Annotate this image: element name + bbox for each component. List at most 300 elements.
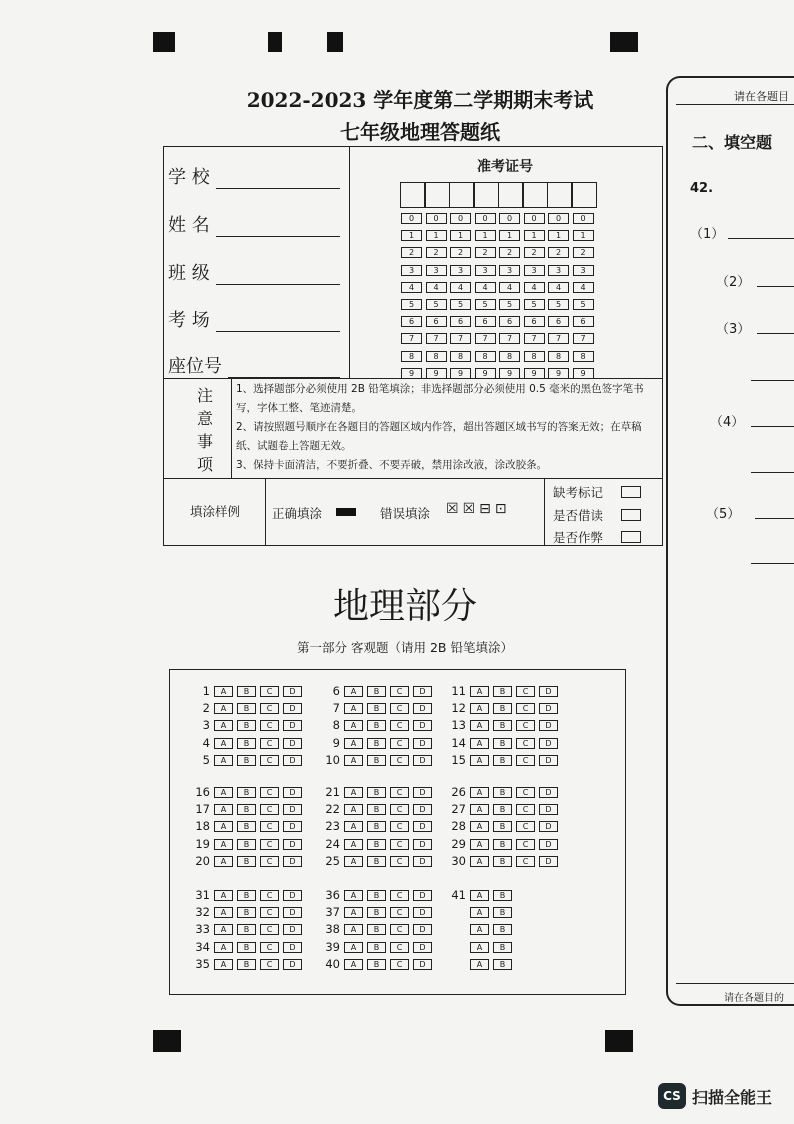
answer-option-bubble[interactable]: C [390,787,409,798]
answer-option-bubble[interactable]: A [344,755,363,766]
answer-option-bubble[interactable]: B [367,821,386,832]
exam-id-bubble[interactable]: 9 [499,368,520,379]
answer-option-bubble[interactable]: C [390,755,409,766]
answer-option-bubble[interactable]: A [470,959,489,970]
answer-option-bubble[interactable]: B [493,907,512,918]
answer-option-bubble[interactable]: C [516,787,535,798]
answer-option-bubble[interactable]: C [390,738,409,749]
answer-option-bubble[interactable]: B [367,755,386,766]
exam-id-bubble[interactable]: 1 [548,230,569,241]
answer-option-bubble[interactable]: C [260,907,279,918]
exam-id-bubble[interactable]: 9 [548,368,569,379]
borrowed-flag-box[interactable] [621,509,641,521]
exam-id-bubble[interactable]: 0 [401,213,422,224]
answer-option-bubble[interactable]: A [344,856,363,867]
question-number: 9 [332,735,340,750]
answer-option-bubble[interactable]: B [493,890,512,901]
exam-id-bubble[interactable]: 3 [573,265,594,276]
exam-id-digit-box[interactable] [425,182,450,208]
answer-line-4b[interactable] [751,472,794,473]
answer-option-bubble[interactable]: C [516,821,535,832]
exam-id-bubble[interactable]: 7 [548,333,569,344]
answer-option-bubble[interactable]: A [214,959,233,970]
answer-option-bubble[interactable]: B [237,839,256,850]
sub-label-3: （3） [716,322,751,337]
exam-id-bubble[interactable]: 4 [499,282,520,293]
exam-id-bubble[interactable]: 5 [401,299,422,310]
answer-option-bubble[interactable]: A [470,821,489,832]
answer-option-bubble[interactable]: D [413,738,432,749]
exam-id-bubble[interactable]: 1 [573,230,594,241]
answer-option-bubble[interactable]: B [237,686,256,697]
exam-id-bubble[interactable]: 1 [499,230,520,241]
exam-id-bubble[interactable]: 6 [401,316,422,327]
answer-option-bubble[interactable]: B [367,703,386,714]
answer-option-bubble[interactable]: B [367,924,386,935]
exam-id-bubble[interactable]: 4 [475,282,496,293]
exam-id-bubble[interactable]: 6 [524,316,545,327]
answer-line-4[interactable] [751,426,794,427]
answer-option-bubble[interactable]: A [214,839,233,850]
answer-option-bubble[interactable]: C [390,720,409,731]
answer-option-bubble[interactable]: A [214,720,233,731]
answer-option-bubble[interactable]: C [390,804,409,815]
exam-id-bubble[interactable]: 6 [573,316,594,327]
answer-option-bubble[interactable]: A [344,890,363,901]
answer-option-bubble[interactable]: A [344,686,363,697]
exam-id-bubble[interactable]: 3 [450,265,471,276]
exam-id-bubble[interactable]: 7 [573,333,594,344]
exam-id-bubble[interactable]: 7 [475,333,496,344]
answer-option-bubble[interactable]: C [260,942,279,953]
answer-option-bubble[interactable]: C [516,856,535,867]
answer-option-bubble[interactable]: D [283,924,302,935]
answer-option-bubble[interactable]: D [283,890,302,901]
answer-option-bubble[interactable]: B [493,738,512,749]
answer-option-bubble[interactable]: B [237,787,256,798]
answer-option-bubble[interactable]: D [413,924,432,935]
exam-id-bubble[interactable]: 0 [548,213,569,224]
answer-option-bubble[interactable]: A [344,821,363,832]
exam-id-bubble[interactable]: 5 [475,299,496,310]
answer-option-bubble[interactable]: B [367,856,386,867]
answer-option-bubble[interactable]: C [390,959,409,970]
answer-option-bubble[interactable]: B [367,907,386,918]
answer-option-bubble[interactable]: A [470,856,489,867]
exam-id-bubble[interactable]: 9 [450,368,471,379]
answer-option-bubble[interactable]: B [493,924,512,935]
answer-option-bubble[interactable]: D [413,686,432,697]
answer-option-bubble[interactable]: A [214,907,233,918]
exam-id-digit-box[interactable] [449,182,474,208]
question-number: 2 [202,701,210,716]
exam-id-bubble[interactable]: 1 [401,230,422,241]
exam-id-bubble[interactable]: 1 [426,230,447,241]
exam-id-bubble[interactable]: 7 [524,333,545,344]
exam-id-bubble[interactable]: 1 [450,230,471,241]
exam-id-bubble[interactable]: 0 [450,213,471,224]
sub-label-5: （5） [706,507,741,522]
question-number: 21 [325,785,340,799]
answer-line-1[interactable] [728,238,794,239]
school-input-line[interactable] [216,170,340,189]
question-number: 19 [195,836,210,851]
exam-id-bubble[interactable]: 2 [548,247,569,258]
exam-id-bubble[interactable]: 8 [401,351,422,362]
answer-option-bubble[interactable]: A [214,821,233,832]
exam-id-bubble[interactable]: 1 [524,230,545,241]
exam-id-bubble[interactable]: 7 [401,333,422,344]
answer-option-bubble[interactable]: D [283,738,302,749]
question-number: 5 [202,752,210,767]
cheating-flag-box[interactable] [621,531,641,543]
answer-option-bubble[interactable]: A [470,686,489,697]
exam-id-bubble[interactable]: 4 [573,282,594,293]
answer-option-bubble[interactable]: A [344,942,363,953]
answer-option-bubble[interactable]: B [493,942,512,953]
answer-option-bubble[interactable]: B [493,755,512,766]
answer-option-bubble[interactable]: B [367,890,386,901]
answer-option-bubble[interactable]: A [470,924,489,935]
exam-id-bubble[interactable]: 2 [499,247,520,258]
exam-id-bubble[interactable]: 6 [499,316,520,327]
question-number: 34 [195,939,210,954]
answer-option-bubble[interactable]: A [470,755,489,766]
exam-id-bubble[interactable]: 9 [475,368,496,379]
answer-option-bubble[interactable]: C [260,839,279,850]
answer-option-bubble[interactable]: D [539,787,558,798]
answer-option-bubble[interactable]: D [413,942,432,953]
question-number: 40 [325,956,340,971]
answer-option-bubble[interactable]: D [283,907,302,918]
answer-option-bubble[interactable]: B [237,942,256,953]
answer-option-bubble[interactable]: C [390,703,409,714]
answer-option-bubble[interactable]: B [237,738,256,749]
answer-option-bubble[interactable]: D [283,821,302,832]
exam-id-bubble[interactable]: 9 [524,368,545,379]
answer-option-bubble[interactable]: D [539,703,558,714]
answer-option-bubble[interactable]: A [470,720,489,731]
answer-option-bubble[interactable]: A [344,787,363,798]
answer-option-bubble[interactable]: A [470,804,489,815]
exam-id-bubble[interactable]: 2 [426,247,447,258]
exam-id-bubble[interactable]: 1 [475,230,496,241]
exam-id-bubble[interactable]: 5 [548,299,569,310]
answer-option-bubble[interactable]: D [413,720,432,731]
exam-id-digit-box[interactable] [547,182,572,208]
answer-option-bubble[interactable]: A [470,738,489,749]
answer-option-bubble[interactable]: B [237,924,256,935]
answer-option-bubble[interactable]: A [344,959,363,970]
answer-option-bubble[interactable]: D [283,703,302,714]
panel-bottom-note: 请在各题目的 [724,993,784,1004]
exam-id-bubble[interactable]: 4 [450,282,471,293]
answer-option-bubble[interactable]: D [539,686,558,697]
answer-option-bubble[interactable]: B [237,821,256,832]
answer-option-bubble[interactable]: C [390,839,409,850]
answer-option-bubble[interactable]: C [390,856,409,867]
answer-option-bubble[interactable]: D [413,703,432,714]
answer-option-bubble[interactable]: B [237,907,256,918]
answer-option-bubble[interactable]: B [237,890,256,901]
exam-id-bubble[interactable]: 6 [548,316,569,327]
answer-option-bubble[interactable]: C [260,720,279,731]
answer-option-bubble[interactable]: C [516,804,535,815]
answer-option-bubble[interactable]: D [539,856,558,867]
answer-option-bubble[interactable]: A [214,890,233,901]
answer-option-bubble[interactable]: C [390,890,409,901]
answer-option-bubble[interactable]: A [470,787,489,798]
answer-option-bubble[interactable]: A [214,942,233,953]
answer-option-bubble[interactable]: A [214,686,233,697]
exam-id-bubble[interactable]: 8 [499,351,520,362]
answer-option-bubble[interactable]: C [260,890,279,901]
exam-id-bubble[interactable]: 6 [450,316,471,327]
answer-line-5[interactable] [755,518,794,519]
answer-option-bubble[interactable]: C [260,959,279,970]
answer-option-bubble[interactable]: C [390,821,409,832]
answer-option-bubble[interactable]: D [283,839,302,850]
question-number: 41 [451,888,466,902]
answer-option-bubble[interactable]: A [214,787,233,798]
answer-option-bubble[interactable]: D [413,804,432,815]
answer-option-bubble[interactable]: B [367,839,386,850]
answer-option-bubble[interactable]: A [470,890,489,901]
exam-id-bubble[interactable]: 2 [401,247,422,258]
answer-option-bubble[interactable]: D [413,821,432,832]
exam-id-bubble[interactable]: 2 [573,247,594,258]
exam-id-bubble[interactable]: 4 [524,282,545,293]
answer-option-bubble[interactable]: D [413,755,432,766]
answer-option-bubble[interactable]: A [344,924,363,935]
question-number: 12 [451,701,466,716]
answer-option-bubble[interactable]: B [367,942,386,953]
answer-option-bubble[interactable]: C [516,703,535,714]
answer-option-bubble[interactable]: C [390,924,409,935]
answer-option-bubble[interactable]: A [344,738,363,749]
answer-option-bubble[interactable]: D [283,959,302,970]
exam-id-bubble[interactable]: 4 [426,282,447,293]
answer-option-bubble[interactable]: D [539,720,558,731]
exam-id-bubble[interactable]: 9 [426,368,447,379]
answer-option-bubble[interactable]: B [493,720,512,731]
exam-id-digit-box[interactable] [474,182,499,208]
answer-line-2[interactable] [757,286,794,287]
answer-line-3b[interactable] [751,380,794,381]
answer-option-bubble[interactable]: B [237,959,256,970]
answer-option-bubble[interactable]: D [539,804,558,815]
answer-option-bubble[interactable]: C [516,720,535,731]
exam-id-bubble[interactable]: 5 [450,299,471,310]
exam-id-bubble[interactable]: 2 [450,247,471,258]
exam-id-bubble[interactable]: 5 [573,299,594,310]
exam-id-bubble[interactable]: 8 [450,351,471,362]
answer-option-bubble[interactable]: C [516,839,535,850]
answer-option-bubble[interactable]: B [493,787,512,798]
exam-id-bubble[interactable]: 0 [499,213,520,224]
answer-option-bubble[interactable]: D [283,686,302,697]
absent-flag-box[interactable] [621,486,641,498]
answer-option-bubble[interactable]: A [470,942,489,953]
exam-room-input-line[interactable] [216,313,340,332]
exam-id-bubble[interactable]: 5 [524,299,545,310]
exam-id-bubble[interactable]: 9 [573,368,594,379]
answer-option-bubble[interactable]: B [367,720,386,731]
answer-option-bubble[interactable]: C [260,787,279,798]
notice-item: 1、选择题部分必须使用 2B 铅笔填涂；非选择题部分必须使用 0.5 毫米的黑色签字笔书写，字体工整、笔迹清楚。 [236,383,644,414]
exam-id-bubble[interactable]: 3 [426,265,447,276]
answer-option-bubble[interactable]: C [516,686,535,697]
exam-id-bubble[interactable]: 0 [573,213,594,224]
exam-id-bubble[interactable]: 3 [499,265,520,276]
exam-id-bubble[interactable]: 3 [548,265,569,276]
exam-id-bubble[interactable]: 9 [401,368,422,379]
answer-option-bubble[interactable]: B [237,804,256,815]
answer-option-bubble[interactable]: C [390,686,409,697]
answer-option-bubble[interactable]: D [539,738,558,749]
answer-option-bubble[interactable]: A [214,924,233,935]
answer-option-bubble[interactable]: D [413,907,432,918]
exam-id-digit-box[interactable] [498,182,523,208]
answer-line-5b[interactable] [751,563,794,564]
answer-option-bubble[interactable]: A [214,804,233,815]
answer-option-bubble[interactable]: B [493,804,512,815]
answer-option-bubble[interactable]: D [413,856,432,867]
name-input-line[interactable] [216,218,340,237]
exam-id-bubble[interactable]: 3 [401,265,422,276]
exam-id-bubble[interactable]: 0 [426,213,447,224]
exam-id-digit-box[interactable] [523,182,548,208]
answer-option-bubble[interactable]: D [413,890,432,901]
answer-option-bubble[interactable]: A [214,755,233,766]
answer-option-bubble[interactable]: D [413,959,432,970]
exam-id-bubble[interactable]: 6 [426,316,447,327]
seat-input-line[interactable] [228,359,340,378]
sub-label-4: （4） [710,415,745,430]
answer-option-bubble[interactable]: B [493,856,512,867]
answer-option-bubble[interactable]: B [237,703,256,714]
exam-id-bubble[interactable]: 8 [426,351,447,362]
answer-option-bubble[interactable]: D [283,942,302,953]
exam-id-bubble[interactable]: 6 [475,316,496,327]
answer-option-bubble[interactable]: C [260,856,279,867]
exam-id-bubble[interactable]: 3 [524,265,545,276]
exam-id-bubble[interactable]: 2 [524,247,545,258]
answer-option-bubble[interactable]: D [413,787,432,798]
answer-option-bubble[interactable]: B [237,755,256,766]
answer-option-bubble[interactable]: A [214,703,233,714]
question-number: 33 [195,922,210,937]
answer-option-bubble[interactable]: C [260,738,279,749]
answer-option-bubble[interactable]: D [283,804,302,815]
answer-option-bubble[interactable]: C [516,755,535,766]
answer-option-bubble[interactable]: D [283,856,302,867]
answer-option-bubble[interactable]: A [470,703,489,714]
fill-sample-label: 填涂样例 [190,504,241,519]
notice-item: 3、保持卡面清洁，不要折叠、不要弄破，禁用涂改液，涂改胶条。 [236,459,548,471]
answer-option-bubble[interactable]: C [260,686,279,697]
answer-option-bubble[interactable]: A [344,839,363,850]
answer-option-bubble[interactable]: B [237,720,256,731]
exam-id-bubble[interactable]: 8 [524,351,545,362]
camscanner-watermark: 扫描全能王 [692,1088,773,1107]
wrong-fill-label: 错误填涂 [380,506,431,521]
registration-mark [605,1030,633,1052]
exam-id-bubble[interactable]: 7 [426,333,447,344]
answer-option-bubble[interactable]: B [493,703,512,714]
exam-id-digit-box[interactable] [572,182,597,208]
answer-option-bubble[interactable]: A [344,907,363,918]
answer-line-3[interactable] [757,333,794,334]
answer-option-bubble[interactable]: B [367,959,386,970]
exam-id-bubble[interactable]: 2 [475,247,496,258]
answer-option-bubble[interactable]: A [214,856,233,867]
answer-option-bubble[interactable]: C [260,924,279,935]
exam-id-bubble[interactable]: 3 [475,265,496,276]
field-exam-room: 考 场 [168,306,340,332]
answer-option-bubble[interactable]: B [367,804,386,815]
answer-option-bubble[interactable]: B [493,686,512,697]
exam-id-bubble[interactable]: 4 [401,282,422,293]
answer-option-bubble[interactable]: C [390,942,409,953]
answer-option-bubble[interactable]: D [539,821,558,832]
registration-mark [610,32,638,52]
answer-option-bubble[interactable]: A [214,738,233,749]
answer-option-bubble[interactable]: C [260,755,279,766]
answer-option-bubble[interactable]: A [344,720,363,731]
answer-option-bubble[interactable]: A [470,839,489,850]
answer-option-bubble[interactable]: C [260,821,279,832]
answer-option-bubble[interactable]: D [283,720,302,731]
exam-id-bubble[interactable]: 7 [499,333,520,344]
exam-id-bubble[interactable]: 4 [548,282,569,293]
answer-option-bubble[interactable]: C [260,703,279,714]
answer-option-bubble[interactable]: B [493,839,512,850]
answer-option-bubble[interactable]: A [470,907,489,918]
class-input-line[interactable] [216,266,340,285]
answer-option-bubble[interactable]: A [344,804,363,815]
field-seat: 座位号 [168,352,340,378]
answer-option-bubble[interactable]: D [539,755,558,766]
exam-id-bubble[interactable]: 8 [573,351,594,362]
exam-id-bubble[interactable]: 5 [499,299,520,310]
answer-option-bubble[interactable]: B [493,959,512,970]
answer-option-bubble[interactable]: B [367,686,386,697]
answer-option-bubble[interactable]: C [260,804,279,815]
answer-option-bubble[interactable]: C [516,738,535,749]
exam-id-bubble[interactable]: 8 [475,351,496,362]
answer-option-bubble[interactable]: D [283,787,302,798]
answer-option-bubble[interactable]: D [413,839,432,850]
exam-id-bubble[interactable]: 5 [426,299,447,310]
answer-option-bubble[interactable]: B [367,787,386,798]
exam-id-bubble[interactable]: 0 [475,213,496,224]
exam-id-bubble[interactable]: 7 [450,333,471,344]
answer-option-bubble[interactable]: C [390,907,409,918]
answer-option-bubble[interactable]: B [237,856,256,867]
answer-option-bubble[interactable]: A [344,703,363,714]
answer-option-bubble[interactable]: B [493,821,512,832]
exam-id-bubble[interactable]: 8 [548,351,569,362]
answer-option-bubble[interactable]: D [283,755,302,766]
question-number: 18 [195,819,210,834]
question-number: 20 [195,853,210,868]
answer-option-bubble[interactable]: B [367,738,386,749]
question-number: 36 [325,888,340,902]
exam-id-digit-box[interactable] [400,182,425,208]
exam-id-bubble[interactable]: 0 [524,213,545,224]
answer-option-bubble[interactable]: D [539,839,558,850]
